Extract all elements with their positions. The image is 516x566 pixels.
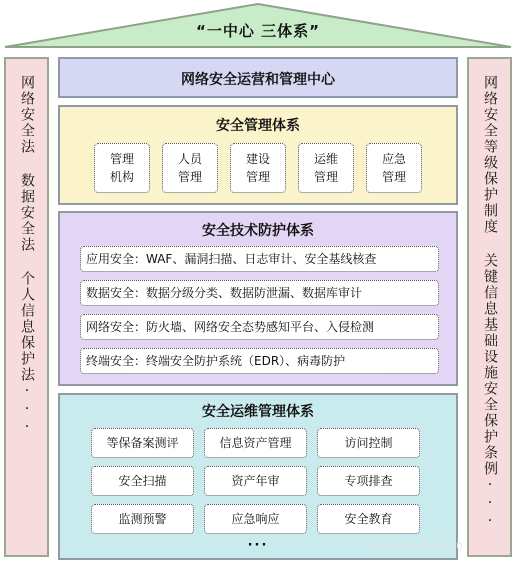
ops-mgmt-item: 安全扫描 [91, 466, 194, 496]
tech-system-box [58, 211, 458, 386]
ops-mgmt-ellipsis: ··· [247, 538, 269, 553]
left-pillar [4, 57, 49, 557]
mgmt-system-title: 安全管理体系 [216, 118, 300, 134]
left-pillar-text: 网络安全法 数据安全法 个人信息保护法··· [19, 75, 35, 437]
mgmt-item: 管理 机构 [94, 143, 150, 193]
ops-mgmt-system-title: 安全运维管理体系 [202, 404, 314, 420]
right-pillar-text: 网络安全等级保护制度 关键信息基础设施安全保护条例··· [482, 75, 498, 531]
ops-mgmt-item: 专项排查 [317, 466, 420, 496]
watermark: jyt.shaanxi.gov.cn [372, 540, 463, 551]
ops-mgmt-item: 访问控制 [317, 428, 420, 458]
ops-center-box [58, 57, 458, 98]
ops-mgmt-item: 安全教育 [317, 504, 420, 534]
ops-center-title: 网络安全运营和管理中心 [181, 72, 335, 88]
mgmt-item: 人员 管理 [162, 143, 218, 193]
tech-row: 应用安全：WAF、漏洞扫描、日志审计、安全基线核查 [80, 246, 439, 272]
tech-row: 终端安全：终端安全防护系统（EDR）、病毒防护 [80, 348, 439, 374]
mgmt-system-box [58, 105, 458, 205]
ops-mgmt-item: 资产年审 [204, 466, 307, 496]
mgmt-item: 应急 管理 [366, 143, 422, 193]
mgmt-item: 建设 管理 [230, 143, 286, 193]
ops-mgmt-system-box [58, 393, 458, 560]
ops-mgmt-item: 等保备案测评 [91, 428, 194, 458]
tech-row: 数据安全：数据分级分类、数据防泄漏、数据库审计 [80, 280, 439, 306]
roof-title: “一中心 三体系” [196, 22, 320, 40]
ops-mgmt-item: 信息资产管理 [204, 428, 307, 458]
tech-system-title: 安全技术防护体系 [202, 223, 314, 239]
tech-row: 网络安全：防火墙、网络安全态势感知平台、入侵检测 [80, 314, 439, 340]
ops-mgmt-item: 应急响应 [204, 504, 307, 534]
ops-mgmt-item: 监测预警 [91, 504, 194, 534]
right-pillar [467, 57, 512, 557]
mgmt-item: 运维 管理 [298, 143, 354, 193]
